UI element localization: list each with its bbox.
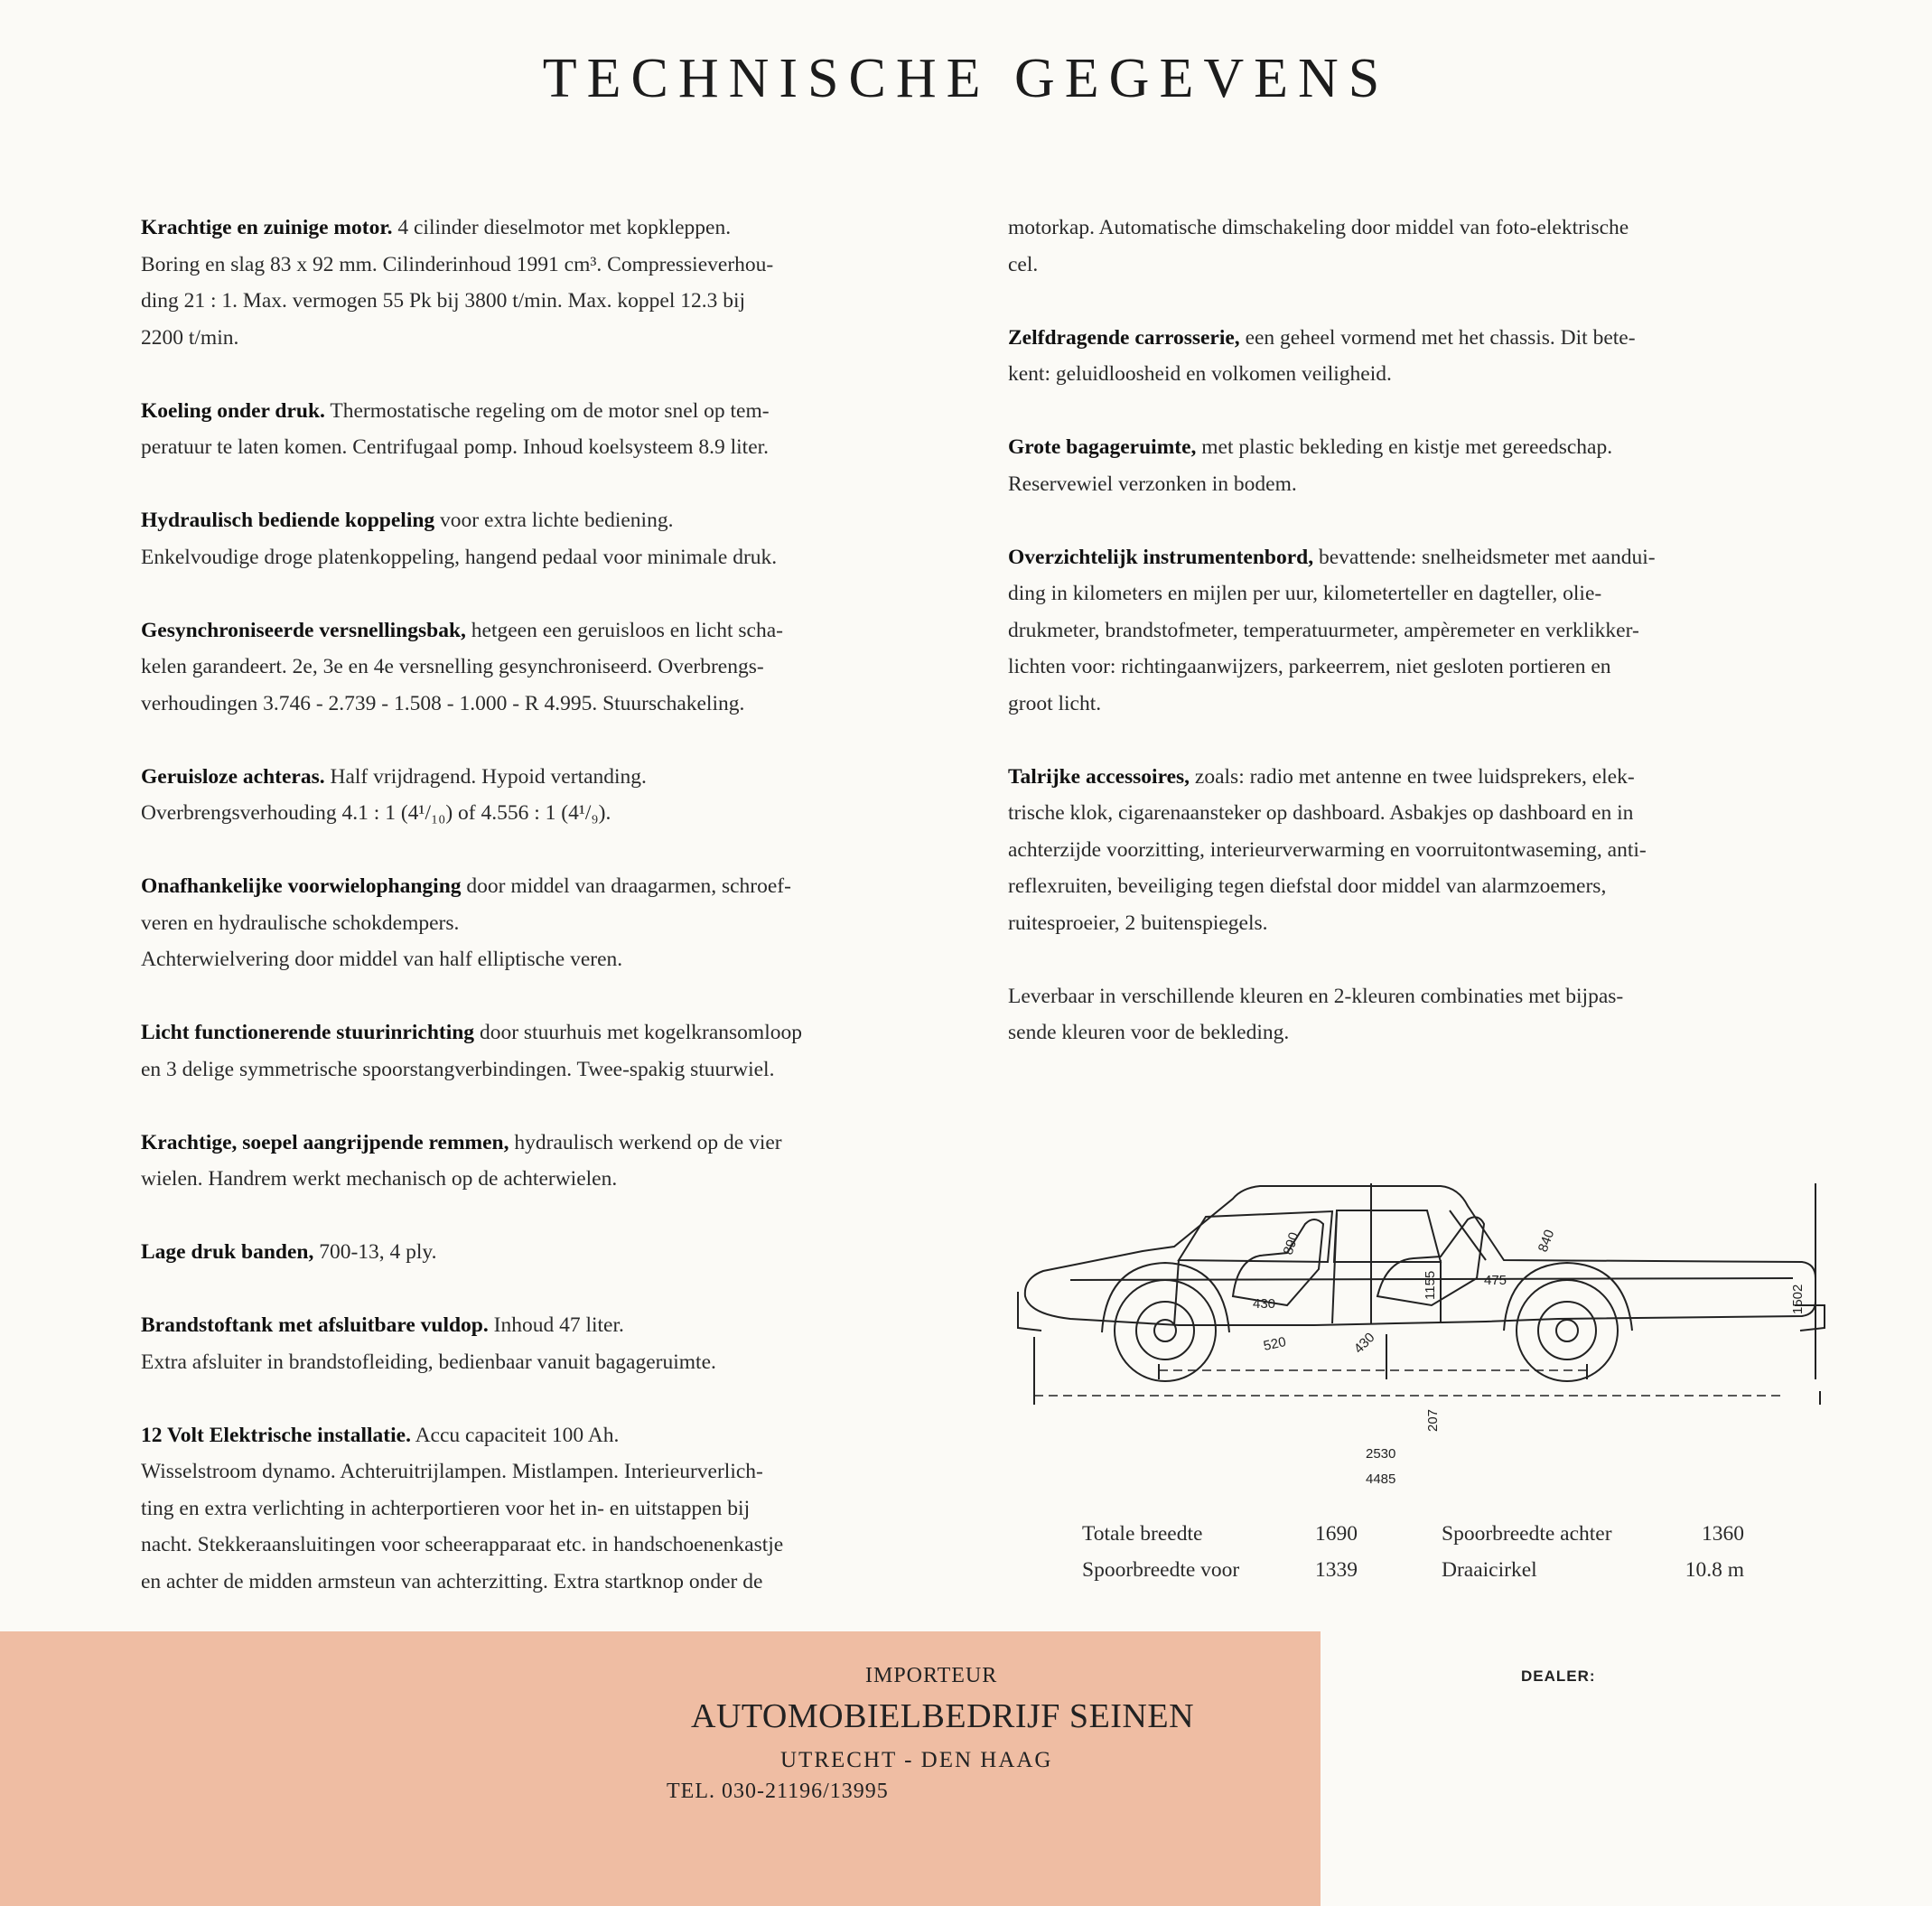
importer-label: IMPORTEUR bbox=[865, 1664, 998, 1687]
dim-length: 4485 bbox=[1366, 1472, 1396, 1487]
spec-text: motorkap. Automatische dimschakeling door middel van foto-elektrische bbox=[1008, 216, 1629, 239]
spec-heading: Onafhankelijke voorwielophanging bbox=[141, 874, 462, 898]
dimension-label: Spoorbreedte achter bbox=[1442, 1522, 1612, 1546]
spec-text: hetgeen een geruisloos en licht scha- bbox=[465, 618, 783, 642]
spec-line bbox=[1008, 356, 1803, 393]
spec-heading: Brandstoftank met afsluitbare vuldop. bbox=[141, 1313, 489, 1337]
spec-text: wielen. Handrem werkt mechanisch op de achterwielen. bbox=[141, 1167, 618, 1191]
spec-text: Half vrijdragend. Hypoid vertanding. bbox=[324, 764, 647, 789]
spec-line bbox=[141, 320, 938, 357]
spec-heading: 12 Volt Elektrische installatie. bbox=[141, 1423, 411, 1447]
spec-line bbox=[141, 1417, 938, 1454]
spec-line bbox=[1008, 612, 1803, 649]
spec-line bbox=[1008, 978, 1803, 1015]
spec-text: peratuur te laten komen. Centrifugaal pomp. Inhoud koelsysteem 8.9 liter. bbox=[141, 435, 770, 459]
spec-line bbox=[141, 1307, 938, 1344]
spec-text: Accu capaciteit 100 Ah. bbox=[410, 1423, 620, 1447]
dimension-label: Draaicirkel bbox=[1442, 1558, 1537, 1582]
spec-line bbox=[141, 1453, 938, 1490]
importer-name: AUTOMOBIELBEDRIJF SEINEN bbox=[691, 1697, 1195, 1735]
spec-line bbox=[141, 868, 938, 905]
spec-heading: Zelfdragende carrosserie, bbox=[1008, 325, 1240, 350]
spec-line bbox=[141, 1161, 938, 1198]
dim-height: 1502 bbox=[1790, 1284, 1806, 1314]
spec-paragraph bbox=[1008, 320, 1803, 393]
spec-text: Enkelvoudige droge platenkoppeling, hangend pedaal voor minimale druk. bbox=[141, 545, 778, 569]
importer-phone: TEL. 030-21196/13995 bbox=[667, 1780, 889, 1803]
spec-line bbox=[1008, 466, 1803, 503]
spec-text: Wisselstroom dynamo. Achteruitrijlampen. Mistlampen. Interieurverlich- bbox=[141, 1460, 763, 1483]
spec-text: kelen garandeert. 2e, 3e en 4e versnelling gesynchroniseerd. Overbrengs- bbox=[141, 655, 764, 678]
spec-heading: Krachtige, soepel aangrijpende remmen, bbox=[141, 1130, 509, 1154]
spec-line bbox=[141, 905, 938, 942]
spec-text: en 3 delige symmetrische spoorstangverbindingen. Twee-spakig stuurwiel. bbox=[141, 1057, 775, 1081]
spec-line bbox=[1008, 539, 1803, 576]
dim-ground-clearance: 207 bbox=[1425, 1408, 1441, 1432]
spec-text: hydraulisch werkend op de vier bbox=[509, 1130, 782, 1154]
spec-heading: Licht functionerende stuurinrichting bbox=[141, 1021, 475, 1044]
dimension-row bbox=[1082, 1516, 1750, 1552]
spec-text: en achter de midden armsteun van achterzitting. Extra startknop onder de bbox=[141, 1569, 763, 1593]
spec-line bbox=[141, 1234, 938, 1271]
spec-heading: Overzichtelijk instrumentenbord, bbox=[1008, 545, 1314, 569]
spec-text: 4 cilinder dieselmotor met kopkleppen. bbox=[392, 216, 732, 239]
dim-headroom-front: 890 bbox=[1280, 1230, 1302, 1257]
spec-line bbox=[1008, 905, 1803, 942]
spec-text: lichten voor: richtingaanwijzers, parkeerrem, niet gesloten portieren en bbox=[1008, 655, 1611, 678]
spec-text: zoals: radio met antenne en twee luidsprekers, elek- bbox=[1190, 764, 1635, 789]
dim-wheelbase: 2530 bbox=[1366, 1446, 1396, 1462]
spec-paragraph bbox=[141, 1014, 938, 1088]
spec-heading: Grote bagageruimte, bbox=[1008, 435, 1197, 459]
spec-line bbox=[1008, 320, 1803, 357]
spec-paragraph bbox=[141, 612, 938, 723]
spec-text: door middel van draagarmen, schroef- bbox=[461, 874, 791, 898]
spec-line bbox=[1008, 247, 1803, 284]
spec-line bbox=[141, 612, 938, 649]
dimension-label: Spoorbreedte voor bbox=[1082, 1558, 1240, 1582]
spec-paragraph bbox=[141, 759, 938, 832]
dealer-label: DEALER: bbox=[1521, 1668, 1596, 1685]
spec-heading: Koeling onder druk. bbox=[141, 398, 325, 423]
spec-paragraph bbox=[141, 1417, 938, 1601]
spec-heading: Gesynchroniseerde versnellingsbak, bbox=[141, 618, 466, 642]
spec-text: voor extra lichte bediening. bbox=[434, 509, 674, 532]
spec-line bbox=[1008, 795, 1803, 832]
spec-paragraph bbox=[1008, 978, 1803, 1051]
spec-text: ding in kilometers en mijlen per uur, kilometerteller en dagteller, olie- bbox=[1008, 582, 1602, 605]
dim-legroom-front: 520 bbox=[1262, 1334, 1288, 1354]
spec-text: Reservewiel verzonken in bodem. bbox=[1008, 472, 1297, 496]
dimension-value: 1339 bbox=[1315, 1558, 1358, 1582]
dim-rear-seat: 475 bbox=[1484, 1273, 1507, 1288]
spec-text: Leverbaar in verschillende kleuren en 2-kleuren combinaties met bijpas- bbox=[1008, 984, 1624, 1008]
page-title: TECHNISCHE GEGEVENS bbox=[542, 48, 1390, 109]
spec-line bbox=[1008, 1014, 1803, 1051]
dim-headroom-rear: 840 bbox=[1535, 1228, 1558, 1255]
spec-line bbox=[1008, 868, 1803, 905]
spec-paragraph bbox=[141, 868, 938, 978]
spec-line bbox=[141, 247, 938, 284]
spec-paragraph bbox=[141, 393, 938, 466]
spec-line bbox=[141, 502, 938, 539]
spec-line bbox=[141, 1344, 938, 1381]
spec-line bbox=[1008, 832, 1803, 869]
spec-paragraph bbox=[141, 1125, 938, 1198]
spec-text: Achterwielvering door middel van half elliptische veren. bbox=[141, 948, 623, 971]
car-side-drawing bbox=[1016, 1170, 1829, 1495]
dim-interior-height: 1155 bbox=[1423, 1270, 1438, 1300]
spec-line bbox=[1008, 429, 1803, 466]
spec-text: nacht. Stekkeraansluitingen voor scheerapparaat etc. in handschoenenkastje bbox=[141, 1533, 784, 1556]
spec-text: Thermostatische regeling om de motor snel op tem- bbox=[324, 398, 770, 423]
dimension-value: 1360 bbox=[1702, 1522, 1744, 1546]
spec-paragraph bbox=[141, 210, 938, 356]
spec-line bbox=[141, 429, 938, 466]
spec-text: cel. bbox=[1008, 252, 1039, 276]
dimension-value: 1690 bbox=[1315, 1522, 1358, 1546]
spec-line bbox=[141, 1527, 938, 1564]
importer-cities: UTRECHT - DEN HAAG bbox=[780, 1748, 1053, 1772]
spec-text: Extra afsluiter in brandstofleiding, bedienbaar vanuit bagageruimte. bbox=[141, 1350, 716, 1374]
dimension-value: 10.8 m bbox=[1685, 1558, 1744, 1582]
spec-line bbox=[1008, 210, 1803, 247]
dim-seat-depth-front: 430 bbox=[1253, 1296, 1276, 1312]
spec-paragraph bbox=[141, 1307, 938, 1380]
spec-line bbox=[141, 1490, 938, 1528]
spec-text: 700-13, 4 ply. bbox=[313, 1240, 437, 1264]
spec-line bbox=[141, 795, 938, 832]
specs-right-column bbox=[1008, 210, 1803, 1088]
importer-panel bbox=[0, 1631, 1321, 1906]
spec-text: 2200 t/min. bbox=[141, 325, 239, 350]
spec-paragraph bbox=[1008, 429, 1803, 502]
spec-line bbox=[141, 1051, 938, 1088]
spec-line bbox=[1008, 759, 1803, 796]
spec-text: trische klok, cigarenaansteker op dashboard. Asbakjes op dashboard en in bbox=[1008, 801, 1634, 825]
spec-paragraph bbox=[141, 1234, 938, 1271]
spec-text: kent: geluidloosheid en volkomen veiligheid. bbox=[1008, 362, 1392, 386]
spec-line bbox=[141, 1014, 938, 1051]
spec-text: een geheel vormend met het chassis. Dit bete- bbox=[1239, 325, 1636, 350]
spec-text: groot licht. bbox=[1008, 691, 1102, 715]
spec-text: Boring en slag 83 x 92 mm. Cilinderinhoud 1991 cm³. Compressieverhou- bbox=[141, 252, 774, 276]
spec-text: bevattende: snelheidsmeter met aandui- bbox=[1313, 545, 1656, 569]
dimension-table bbox=[1082, 1516, 1750, 1588]
spec-text: sende kleuren voor de bekleding. bbox=[1008, 1021, 1290, 1044]
spec-text: Overbrengsverhouding 4.1 : 1 (4¹/₁₀) of 4.556 : 1 (4¹/₉). bbox=[141, 801, 611, 825]
spec-line bbox=[1008, 575, 1803, 612]
spec-line bbox=[141, 649, 938, 686]
spec-line bbox=[141, 210, 938, 247]
spec-text: Inhoud 47 liter. bbox=[488, 1313, 624, 1337]
spec-text: veren en hydraulische schokdempers. bbox=[141, 911, 460, 935]
dimension-label: Totale breedte bbox=[1082, 1522, 1203, 1546]
spec-paragraph bbox=[1008, 210, 1803, 283]
spec-line bbox=[141, 941, 938, 978]
spec-heading: Geruisloze achteras. bbox=[141, 764, 325, 789]
spec-text: verhoudingen 3.746 - 2.739 - 1.508 - 1.000 - R 4.995. Stuurschakeling. bbox=[141, 691, 745, 715]
spec-heading: Talrijke accessoires, bbox=[1008, 764, 1190, 789]
spec-line bbox=[1008, 686, 1803, 723]
spec-paragraph bbox=[1008, 759, 1803, 942]
spec-text: ruitesproeier, 2 buitenspiegels. bbox=[1008, 911, 1268, 935]
specs-left-column bbox=[141, 210, 938, 1637]
spec-text: reflexruiten, beveiliging tegen diefstal door middel van alarmzoemers, bbox=[1008, 874, 1607, 898]
spec-text: ting en extra verlichting in achterportieren voor het in- en uitstappen bij bbox=[141, 1496, 751, 1520]
dimension-row bbox=[1082, 1552, 1750, 1588]
spec-text: door stuurhuis met kogelkransomloop bbox=[474, 1021, 802, 1044]
spec-line bbox=[141, 1564, 938, 1601]
spec-line bbox=[141, 539, 938, 576]
spec-line bbox=[141, 1125, 938, 1162]
spec-paragraph bbox=[141, 502, 938, 575]
spec-heading: Hydraulisch bediende koppeling bbox=[141, 509, 435, 532]
spec-text: achterzijde voorzitting, interieurverwarming en voorruitontwaseming, anti- bbox=[1008, 837, 1647, 862]
spec-paragraph bbox=[1008, 539, 1803, 723]
spec-line bbox=[141, 393, 938, 430]
spec-text: drukmeter, brandstofmeter, temperatuurmeter, ampèremeter en verklikker- bbox=[1008, 618, 1639, 642]
spec-text: ding 21 : 1. Max. vermogen 55 Pk bij 3800 t/min. Max. koppel 12.3 bij bbox=[141, 289, 746, 313]
spec-text: met plastic bekleding en kistje met gereedschap. bbox=[1196, 435, 1613, 459]
spec-line bbox=[141, 759, 938, 796]
spec-line bbox=[1008, 649, 1803, 686]
spec-heading: Krachtige en zuinige motor. bbox=[141, 216, 393, 239]
dim-seat-gap: 430 bbox=[1350, 1330, 1378, 1357]
spec-heading: Lage druk banden, bbox=[141, 1240, 314, 1264]
spec-line bbox=[141, 686, 938, 723]
spec-line bbox=[141, 283, 938, 320]
